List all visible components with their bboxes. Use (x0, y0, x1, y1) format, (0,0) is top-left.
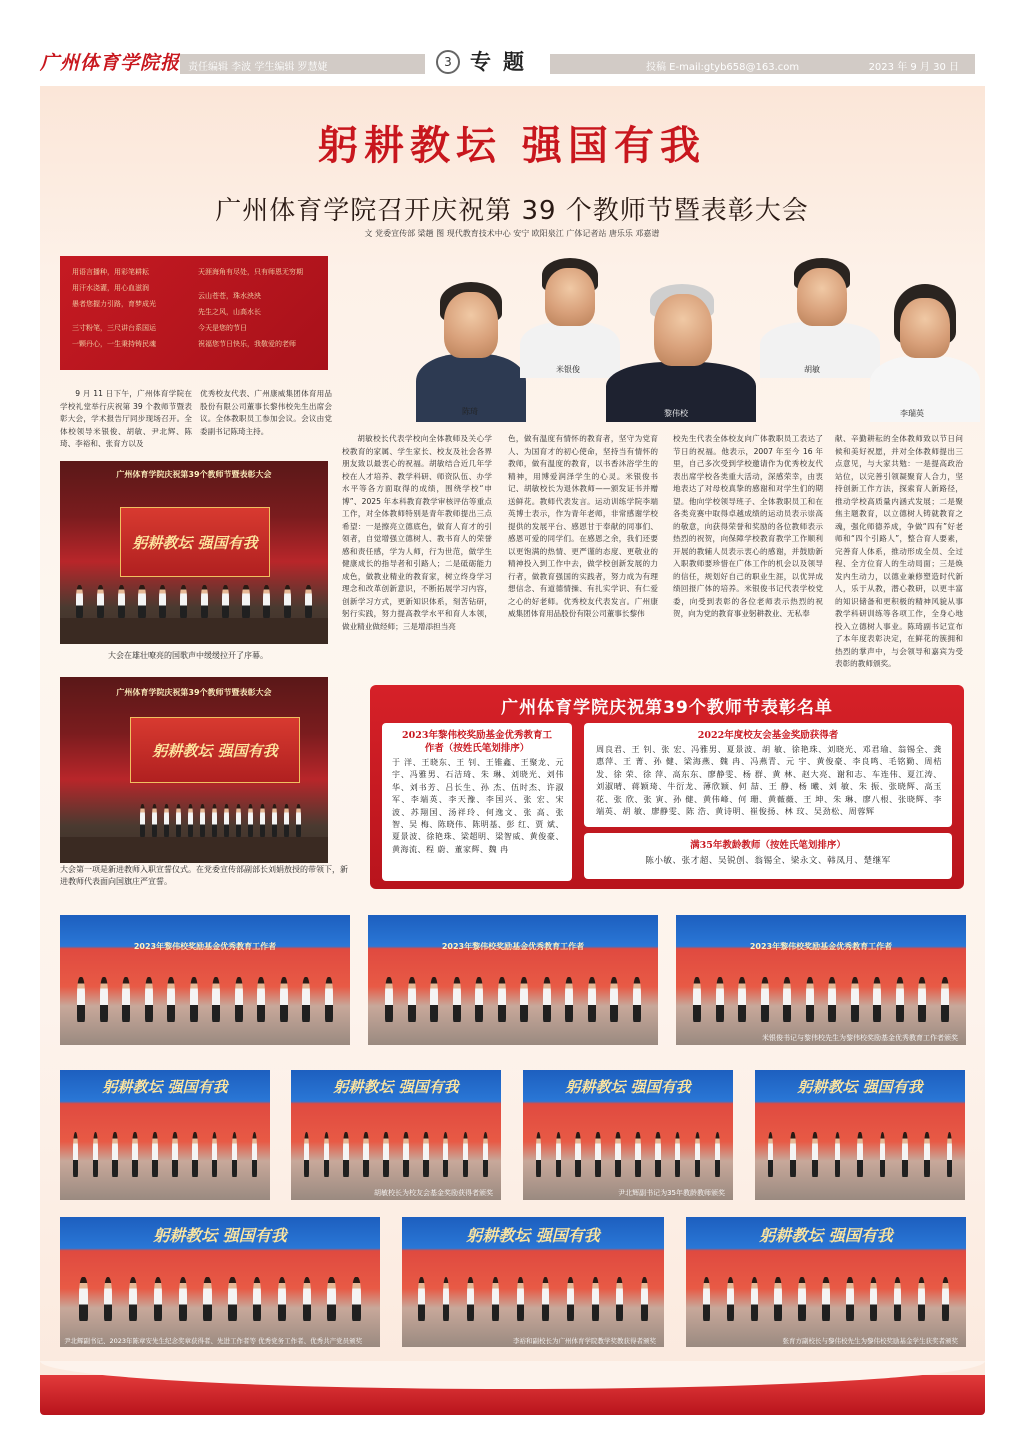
poem-line: 祝福您节日快乐，我敬爱的老师 (198, 340, 296, 348)
award-photo-caption: 李裕和副校长为广州体育学院教学奖教获得者颁奖 (513, 1337, 656, 1345)
portrait-hu-min (760, 258, 880, 378)
people-row (385, 977, 640, 1021)
honor-box-title: 满35年教龄教师（按姓氏笔划排序） (690, 840, 846, 851)
stage-banner: 广州体育学院庆祝第39个教师节暨表彰大会 (116, 688, 272, 697)
award-photo-r1-2 (368, 915, 658, 1045)
award-photo-r1-3 (676, 915, 966, 1045)
article-col4: 色，做有温度有情怀的教育者，坚守为党育人、为国育才的初心使命，坚持当有情怀的教师，做有温度的教育，以书香沐浴学生的精神，用博爱润泽学生的心灵。米银俊书记、胡敏校长为退休教师——颁发证书并赠送鲜花。教师代表发言。运动训练学院李端英博士表示，作为青年老师，非常感谢学校提供的发展平台、感恩甘于奉献的同事们、感恩可爱的同学们。在感恩之余，我们还要以更饱满的热情、更严谨的态度、更敬业的精神投入到工作中去，做学校创新发展的力行者，做教育强国的实践者，努力成为有理想信念、有道德情操、有扎实学识、有仁爱之心的好老师。优秀校友代表发言。广州康威集团体育用品股份有限公司董事长黎伟 (508, 434, 658, 618)
people-row (768, 1132, 953, 1176)
people-row (693, 977, 948, 1021)
poem-line: 今天是您的节日 (198, 324, 247, 332)
poem-line: 天涯海角有尽处，只有师恩无穷期 (198, 268, 303, 276)
people-row (304, 1132, 489, 1176)
banner-title: 躬耕教坛 强国有我 (318, 122, 706, 169)
honor-list (370, 685, 964, 889)
award-photo-r2-4 (755, 1070, 965, 1200)
portrait-name: 陈琦 (462, 407, 478, 416)
stage-screen-text: 躬耕教坛 强国有我 (565, 1078, 691, 1096)
people-row (73, 1132, 258, 1176)
award-photo-title: 2023年黎伟校奖励基金优秀教育工作者 (749, 942, 893, 951)
honor-names: 周良君、王 钊、张 宏、冯雅男、夏景波、胡 敏、徐艳珠、刘晓光、邓君瑜、翁锡全、龚惠萍、王 菁、孙 健、梁海燕、魏 冉、冯燕青、元 宇、黄俊豪、李良鸣、毛铭勤、周桔发、徐 荣、徐 萍、高东东、廖静雯、杨 群、黄 林、赵大亮、谢和志、车连伟、夏江涛、刘淑晴、蒋颖琦、牛衍龙、薄欣颖、何 喆、王 静、杨 曦、刘 敏、朱 振、张晓辉、高玉花、张 欣、张 寅、孙 健、黄伟峰、何 珊、黄薇薇、王 坤、朱 琳、廖八根、张晓辉、李端英、胡 敏、廖静雯、陈 浩、黄诗明、崔俊扬、林 玟、吴劲松、周蓉辉 (596, 744, 942, 817)
honor-box-educators (382, 723, 572, 881)
portrait-chen-qi (416, 278, 526, 422)
poem-line: 用语言播种，用彩笔耕耘 (72, 268, 149, 276)
award-photo-r2-3 (523, 1070, 733, 1200)
people-row (418, 1277, 649, 1321)
article-col3: 胡敏校长代表学校向全体教师及关心学校教育的家属、学生家长、校友及社会各界朋友致以最衷心的祝福。胡敏结合近几年学校在人才培养、教学科研、师资队伍、办学水平等各方面取得的成绩，围绕学校“申博”、2025 年本科教育教学审核评估等重点工作，对全体教师特别是青年教师提出三点希望：一是擦亮立德底色，做育人育才的引领者，自觉增强立德树人、教书育人的荣誉感和责任感，学为人师，行为世范，做学生健康成长的指导者和引路人；二是砥砺能力成色，做教业精业的教育家，树立终身学习理念和改革创新意识，不断拓展学习内容，创新学习方式，更新知识体系，刻苦钻研，躬行实践，努力提高教学水平和育人本领，做业精业做经师；三是增添担当亮 (342, 434, 492, 631)
portrait-li-weixiao (606, 282, 756, 422)
article-byline: 文 党委宣传部 梁趟 图 现代教育技术中心 安宁 欧阳泉江 广体记者站 唐乐乐 邓嘉谱 (364, 229, 660, 238)
newspaper-logo: 广州体育学院报 (40, 52, 181, 74)
honor-list-title: 广州体育学院庆祝第39个教师节表彰名单 (501, 698, 833, 718)
award-photo-r2-2 (291, 1070, 501, 1200)
honor-names: 于 洋、王晓东、王 钊、王锥鑫、王聚龙、元 宇、冯雅男、石洁琦、朱 琳、刘晓光、刘伟华、刘书芳、吕长生、孙 杰、伍时杰、许淑军、李端英、李天豫、李国兴、张 宏、宋 波、苏翔国、汤祥玲、何逸文、张 高、张 智、吴 梅、陈晓伟、陈明基、彭 红、贾 斌、夏景波、徐艳珠、梁超明、梁智威、黄俊豪、黄海流、程 蔚、董家辉、魏 冉 (392, 758, 564, 854)
photo1-caption: 大会在雄壮嘹亮的国歌声中缓缓拉开了序幕。 (108, 651, 268, 660)
award-photo-r1-1 (60, 915, 350, 1045)
poem-line: 愚者您握力引路，育梦成光 (72, 300, 156, 308)
honor-box-35-years (584, 833, 952, 879)
stage-screen-text: 躬耕教坛 强国有我 (152, 742, 278, 760)
photo2-caption: 大会第一项是新进教师入职宣誓仪式。在党委宣传部副部长刘娟敖授的带领下，新进教师代表面向国旗庄严宣誓。 (60, 865, 348, 886)
award-photo-r3-2 (402, 1217, 664, 1347)
award-photo-caption: 尹北辉副书记、2023年陈章安先生纪念奖章获得者、先进工作者等 优秀党务工作者、优秀共产党员颁奖 (64, 1337, 363, 1345)
award-photo-title: 2023年黎伟校奖励基金优秀教育工作者 (133, 942, 277, 951)
opening-ceremony-photo (60, 461, 328, 644)
poem-box (60, 256, 328, 370)
article-intro-col2: 优秀校友代表、广州康威集团体育用品股份有限公司董事长黎伟校先生出席会议。全体教职员工参加会议。会议由党委副书记陈琦主持。 (200, 389, 332, 436)
bottom-decoration (40, 1375, 985, 1415)
poem-line: 三寸粉笔，三尺讲台系国运 (72, 324, 156, 332)
poem-line: 先生之风，山高水长 (198, 308, 261, 316)
honor-names: 陈小敏、张才超、吴锐创、翁锡全、梁永文、韩凤月、楚继军 (645, 856, 891, 866)
section-title: 专题 (470, 49, 536, 74)
poem-left-column (72, 264, 192, 352)
people-row (140, 804, 301, 837)
editors-bar: 责任编辑 李波 学生编辑 罗慧婕 (180, 54, 425, 74)
people-row (76, 585, 312, 618)
article-col5: 校先生代表全体校友向广体教职员工表达了节日的祝福。他表示，2007 年至今 16 年里，自己多次受到学校邀请作为优秀校友代表出席学校各类重大活动，深感荣幸，由衷地表达了对母校真挚的感谢和对学生们的期望。他向学校领导班子、全体教职员工和在各类竞赛中取得卓越成绩的运动员表示崇高的敬意，向获得荣誉和奖励的各位教师表示热烈的祝贺，向保障学校教育教学工作顺利开展的教辅人员表示衷心的感谢，并鼓励新入职教师要珍惜在广体工作的机会以及领导的信任，规划好自己的职业生涯，以优异成绩回报广体的培养。米银俊书记代表学校党委，向受到表彰的各位老师表示热烈的祝贺，向为党的教育事业躬耕教业、无私奉 (673, 434, 823, 618)
stage-screen-text: 躬耕教坛 强国有我 (466, 1226, 600, 1245)
award-photo-title: 2023年黎伟校奖励基金优秀教育工作者 (441, 942, 585, 951)
article-intro-col1: 9 月 11 日下午，广州体育学院在学校礼堂举行庆祝第 39 个教师节暨表彰大会，学术报告厅同步现场召开。全体校领导米银俊、胡敏、尹北辉、陈琦、李裕和、张育方以及 (60, 389, 192, 448)
people-row (536, 1132, 721, 1176)
stage-screen-text: 躬耕教坛 强国有我 (333, 1078, 459, 1096)
poem-line: 用汗水浇灌，用心血滋润 (72, 284, 149, 292)
submission-email: 投稿 E-mail:gtyb658@163.com (646, 62, 800, 73)
issue-date: 2023 年 9 月 30 日 (868, 62, 959, 73)
poem-line: 一颗丹心，一生秉持铸民魂 (72, 340, 156, 348)
poem-line: 云山苍苍，珠水泱泱 (198, 292, 261, 300)
portrait-name: 米银俊 (556, 365, 580, 374)
portrait-mi-yinjun (520, 258, 620, 378)
award-photo-r3-1 (60, 1217, 380, 1347)
stage-screen-text: 躬耕教坛 强国有我 (153, 1226, 287, 1245)
stage-screen (120, 507, 270, 577)
article-headline: 广州体育学院召开庆祝第 39 个教师节暨表彰大会 (215, 196, 809, 226)
award-photo-caption: 尹北辉副书记为35年教龄教师颁奖 (618, 1189, 725, 1197)
poem-right-column (198, 264, 318, 352)
award-photo-r3-3 (686, 1217, 966, 1347)
masthead (0, 0, 1024, 84)
speaker-portraits (380, 258, 980, 422)
stage-screen-text: 躬耕教坛 强国有我 (759, 1226, 893, 1245)
portrait-name: 胡敏 (804, 365, 820, 374)
people-row (79, 1277, 361, 1321)
honor-box-title: 2023年黎伟校奖励基金优秀教育工作者（按姓氏笔划排序） (402, 730, 552, 754)
stage-screen (130, 717, 300, 783)
stage-banner: 广州体育学院庆祝第39个教师节暨表彰大会 (116, 470, 272, 479)
stage-screen-text: 躬耕教坛 强国有我 (797, 1078, 923, 1096)
award-photo-caption: 米银俊书记与黎伟校先生为黎伟校奖励基金优秀教育工作者颁奖 (762, 1034, 958, 1042)
award-photo-caption: 张育方副校长与黎伟校先生为黎伟校奖励基金学生获奖者颁奖 (782, 1337, 958, 1345)
stage-screen-text: 躬耕教坛 强国有我 (102, 1078, 228, 1096)
stage-screen-text: 躬耕教坛 强国有我 (132, 534, 258, 552)
info-bar (550, 54, 975, 74)
article-col6: 献、辛勤耕耘的全体教师致以节日问候和美好祝愿，并对全体教师提出三点意见，与大家共勉：一是提高政治站位，以完善引领凝聚育人合力，坚持创新工作方法，探索育人新路径，推动学校高质量内涵式发展；二是聚焦主题教育，以立德树人铸就教育之魂，强化师德养成，争做“四有”好老师和“四个引路人”，整合育人要素，完善育人体系，推动形成全员、全过程、全方位育人的生动局面；三是焕发内生动力，以德业兼修塑造时代新人，乐于从教，潜心教研，以更丰富的知识储备和更积极的精神风貌从事教学科研训练等各项工作，全身心地投入立德树人事业。陈琦副书记宣布了本年度表彰决定，在鲜花的簇拥和热烈的掌声中，与会领导和嘉宾为受表彰的教师颁奖。 (835, 434, 963, 668)
honor-box-alumni-fund (584, 723, 952, 827)
portrait-li-ruiying (870, 282, 980, 422)
oath-ceremony-photo (60, 677, 328, 863)
honor-box-title: 2022年度校友会基金奖励获得者 (697, 730, 839, 741)
award-photo-r2-1 (60, 1070, 270, 1200)
people-row (77, 977, 332, 1021)
portrait-name: 黎伟校 (664, 409, 688, 418)
people-row (703, 1277, 949, 1321)
page-number: 3 (436, 50, 460, 74)
award-photo-caption: 胡敏校长为校友会基金奖励获得者颁奖 (374, 1189, 493, 1197)
portrait-name: 李瑞英 (900, 409, 924, 418)
